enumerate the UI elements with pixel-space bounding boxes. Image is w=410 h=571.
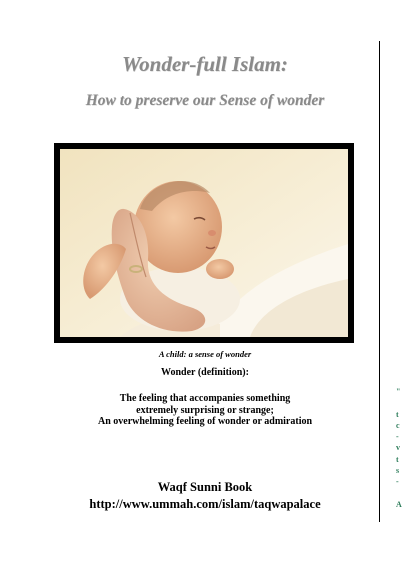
text-fragment: s bbox=[396, 466, 400, 476]
text-fragment: t bbox=[396, 454, 399, 464]
photo-frame bbox=[54, 143, 354, 343]
definition-line: extremely surprising or strange; bbox=[136, 404, 274, 416]
text-fragment: A bbox=[396, 499, 402, 509]
definition-text bbox=[0, 393, 410, 428]
text-fragment: - bbox=[396, 477, 399, 487]
blank-line bbox=[396, 397, 406, 408]
photo-caption: A child: a sense of wonder bbox=[158, 349, 252, 359]
blank-line bbox=[396, 488, 406, 499]
text-fragment: " bbox=[396, 387, 401, 396]
page-title: Wonder-full Islam: bbox=[122, 52, 288, 76]
column-divider bbox=[379, 41, 380, 522]
publisher-url: http://www.ummah.com/islam/taqwapalace bbox=[89, 497, 321, 511]
definition-line: An overwhelming feeling of wonder or admiration bbox=[97, 416, 313, 427]
text-fragment: c bbox=[396, 420, 400, 430]
definition-line: The feeling that accompanies something bbox=[119, 393, 291, 404]
text-fragment: - bbox=[396, 432, 399, 442]
newborn-baby-photo bbox=[60, 149, 348, 337]
text-fragment: t bbox=[396, 409, 399, 419]
publisher-name: Waqf Sunni Book bbox=[157, 480, 253, 494]
text-fragment: v bbox=[396, 443, 400, 453]
definition-heading: Wonder (definition): bbox=[161, 367, 249, 378]
adjacent-page-fragments bbox=[396, 386, 406, 510]
page-subtitle: How to preserve our Sense of wonder bbox=[85, 92, 325, 109]
